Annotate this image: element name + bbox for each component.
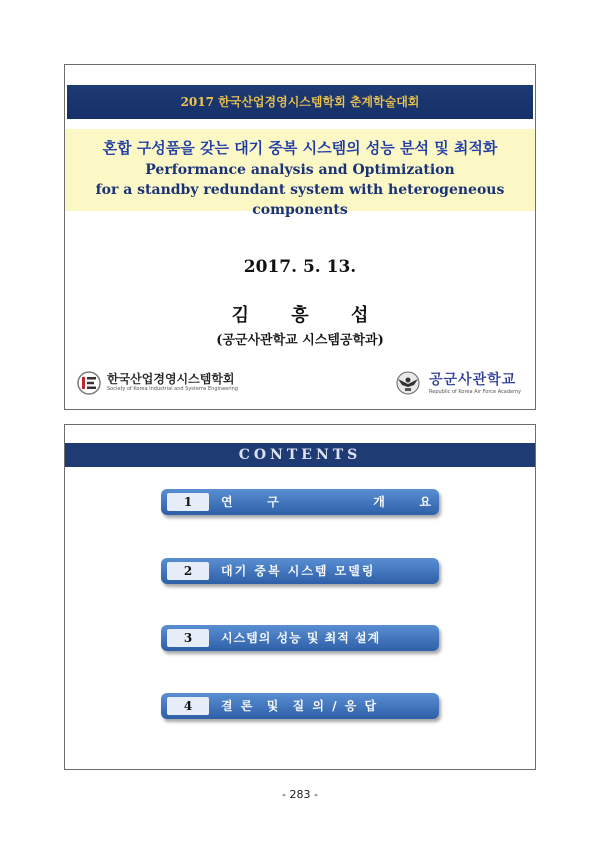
contents-item-2[interactable] xyxy=(161,558,439,584)
academy-name: 공군사관학교 xyxy=(429,372,517,388)
title-english-line2: for a standby redundant system with heterogeneous components xyxy=(95,182,505,218)
society-name: 한국산업경영시스템학회 xyxy=(107,372,235,386)
item-number: 4 xyxy=(167,697,209,715)
author-name: 김 흥 섭 xyxy=(231,305,387,326)
contents-heading: CONTENTS xyxy=(65,443,535,467)
air-force-eagle-icon xyxy=(395,369,421,395)
item-label xyxy=(221,489,431,515)
contents-item-4[interactable] xyxy=(161,693,439,719)
contents-item-3[interactable] xyxy=(161,625,439,651)
title-slide xyxy=(64,64,536,410)
item-number: 2 xyxy=(167,562,209,580)
item-label-part: 요 xyxy=(419,495,431,509)
title-korean: 혼합 구성품을 갖는 대기 중복 시스템의 성능 분석 및 최적화 xyxy=(102,139,498,157)
contents-slide xyxy=(64,424,536,770)
author-affiliation: (공군사관학교 시스템공학과) xyxy=(216,333,384,348)
contents-item-1[interactable] xyxy=(161,489,439,515)
academy-logo xyxy=(395,367,535,401)
page-number: - 283 - xyxy=(282,788,318,801)
item-label-part: 개 xyxy=(373,495,385,509)
item-label-part: 구 xyxy=(267,495,279,509)
society-logo xyxy=(77,369,257,397)
title-band xyxy=(65,129,535,218)
conference-banner: 2017 한국산업경영시스템학회 춘계학술대회 xyxy=(67,85,533,119)
title-english-line1: Performance analysis and Optimization xyxy=(145,162,455,178)
society-emblem-icon xyxy=(77,371,101,395)
item-label: 대기 중복 시스템 모델링 xyxy=(221,564,376,578)
item-label: 결 론 및 질 의 / 응 답 xyxy=(221,699,379,713)
society-subtitle: Society of Korea Industrial and Systems Engineering xyxy=(107,386,239,392)
item-number: 1 xyxy=(167,493,209,511)
item-label-part: 연 xyxy=(221,495,233,509)
item-label: 시스템의 성능 및 최적 설계 xyxy=(221,631,381,645)
presentation-date: 2017. 5. 13. xyxy=(243,257,357,277)
academy-subtitle: Republic of Korea Air Force Academy xyxy=(429,389,521,395)
item-number: 3 xyxy=(167,629,209,647)
